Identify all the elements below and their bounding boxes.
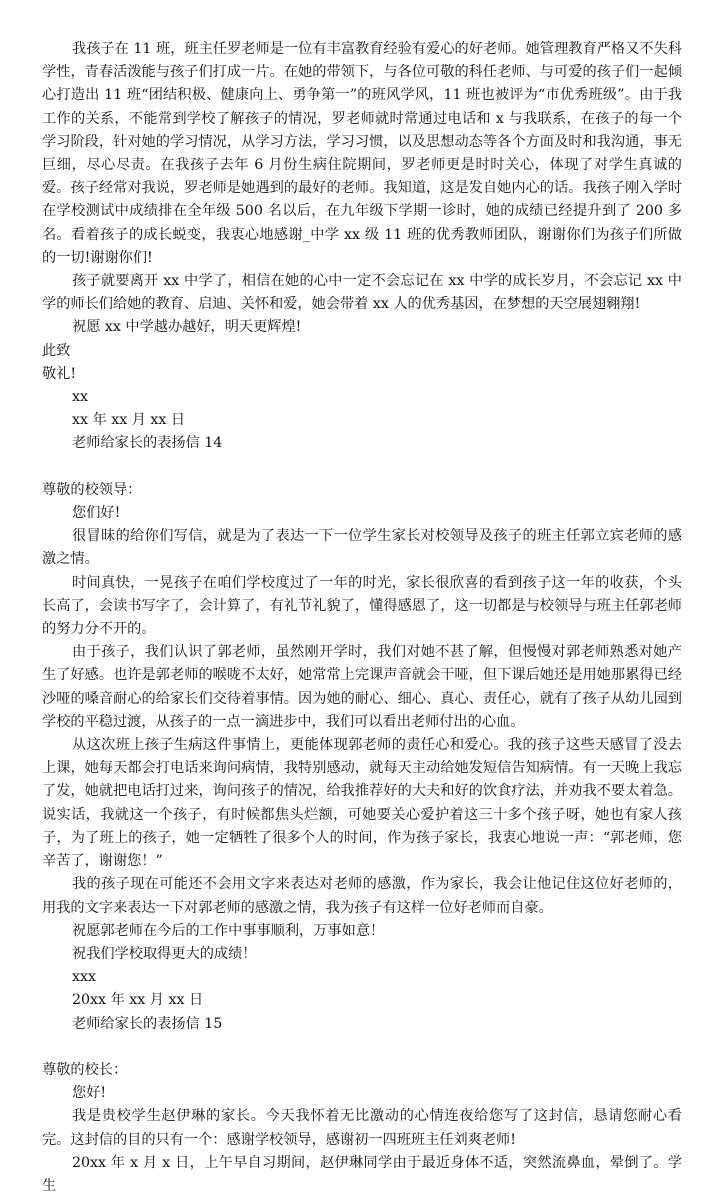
letter14-signer: xxx [72,969,97,986]
letter14-paragraph-5: 我的孩子现在可能还不会用文字来表达对老师的感激，作为家长，我会让他记住这位好老师的，用我的文字来表达一下对郭老师的感激之情，我为孩子有这样一位好老师而自豪。 [42,876,682,916]
letter13-signer: xx [72,389,89,406]
document-page [42,38,682,1198]
letter14-salutation: 尊敬的校领导： [42,481,142,498]
letter14-paragraph-1: 很冒昧的给你们写信，就是为了表达一下一位学生家长对校领导及孩子的班主任郭立宾老师的感激之情。 [42,528,682,568]
letter15-greeting: 您好! [72,1085,107,1102]
letter14-wish-1: 祝愿郭老师在今后的工作中事事顺利，万事如意！ [72,922,385,939]
letter14-greeting: 您们好! [72,505,121,522]
letter14-paragraph-4: 从这次班上孩子生病这件事情上，更能体现郭老师的责任心和爱心。我的孩子这些天感冒了没去上课，她每天都会打电话来询问病情，我特别感动，就每天主动给她发短信告知病情。有一天晚上我忘了发，她就把电话打过来，询问孩子的情况，给我推荐好的大夫和好的饮食疗法，并劝我不要太着急。说实话，我就这一个孩子，有时候都焦头烂额，可她要关心爱护着这三十多个孩子呀，她也有家人孩子，为了班上的孩子，她一定牺牲了很多个人的时间，作为孩子家长，我衷心地说一声：“郭老师，您辛苦了，谢谢您！” [42,737,682,870]
letter13-closing-ci-zhi: 此致 [42,342,71,359]
spacer [42,1036,682,1059]
letter13-paragraph-1: 我孩子在 11 班，班主任罗老师是一位有丰富教育经验有爱心的好老师。她管理教育严格又不失科学性，青春活泼能与孩子们打成一片。在她的带领下，与各位可敬的科任老师、与可爱的孩子们一起倾心打造出 11 班“团结积极、健康向上、勇争第一”的班风学风，11 班也被评为“市优秀班级”。由于我工作的关系，不能常到学校了解孩子的情况，罗老师就时常通过电话和 x 与我联系，在孩子的每一个学习阶段，针对她的学习情况，从学习方法，学习习惯，以及思想动态等各个方面及时和我沟通，事无巨细，尽心尽责。在我孩子去年 6 月份生病住院期间，罗老师更是时时关心，体现了对学生真诚的爱。孩子经常对我说，罗老师是她遇到的最好的老师。我知道，这是发自她内心的话。我孩子刚入学时在学校测试中成绩排在全年级 500 名以后，在九年级下学期一诊时，她的成绩已经提升到了 200 多名。看着孩子的成长蜕变，我衷心地感谢_中学 xx 级 11 班的优秀教师团队，谢谢你们为孩子们所做的一切!谢谢你们! [42,41,682,266]
letter13-paragraph-2: 孩子就要离开 xx 中学了，相信在她的心中一定不会忘记在 xx 中学的成长岁月，不会忘记 xx 中学的师长们给她的教育、启迪、关怀和爱，她会带着 xx 人的优秀基因，在梦想的天空展翅翱翔! [42,273,682,313]
letter14-paragraph-2: 时间真快，一晃孩子在咱们学校度过了一年的时光，家长很欣喜的看到孩子这一年的收获，个头长高了，会读书写字了，会计算了，有礼节礼貌了，懂得感恩了，这一切都是与校领导与班主任郭老师的努力分不开的。 [42,574,682,638]
letter14-date: 20xx 年 xx 月 xx 日 [72,992,204,1009]
letter15-salutation: 尊敬的校长： [42,1061,128,1078]
spacer [42,456,682,479]
letter14-paragraph-3: 由于孩子，我们认识了郭老师，虽然刚开学时，我们对她不甚了解，但慢慢对郭老师熟悉对她产生了好感。也许是郭老师的喉咙不太好，她常常上完课声音就会干哑，但下课后她还是用她那累得已经沙哑的嗓音耐心的给家长们交待着事情。因为她的耐心、细心、真心、责任心，就有了孩子从幼儿园到学校的平稳过渡，从孩子的一点一滴进步中，我们可以看出老师付出的心血。 [42,644,682,730]
letter13-closing-jing-li: 敬礼! [42,365,77,382]
letter15-title: 老师给家长的表扬信 15 [72,1015,223,1032]
letter13-wish: 祝愿 xx 中学越办越好，明天更辉煌! [72,319,302,336]
letter15-paragraph-2: 20xx 年 x 月 x 日，上午早自习期间，赵伊琳同学由于最近身体不适，突然流鼻血，晕倒了。学生 [42,1154,682,1194]
letter14-title: 老师给家长的表扬信 14 [72,435,223,452]
letter14-wish-2: 祝我们学校取得更大的成绩！ [72,945,257,962]
letter13-date: xx 年 xx 月 xx 日 [72,412,186,429]
letter15-paragraph-1: 我是贵校学生赵伊琳的家长。今天我怀着无比激动的心情连夜给您写了这封信，恳请您耐心看完。这封信的目的只有一个：感谢学校领导，感谢初一四班班主任刘爽老师! [42,1108,682,1148]
